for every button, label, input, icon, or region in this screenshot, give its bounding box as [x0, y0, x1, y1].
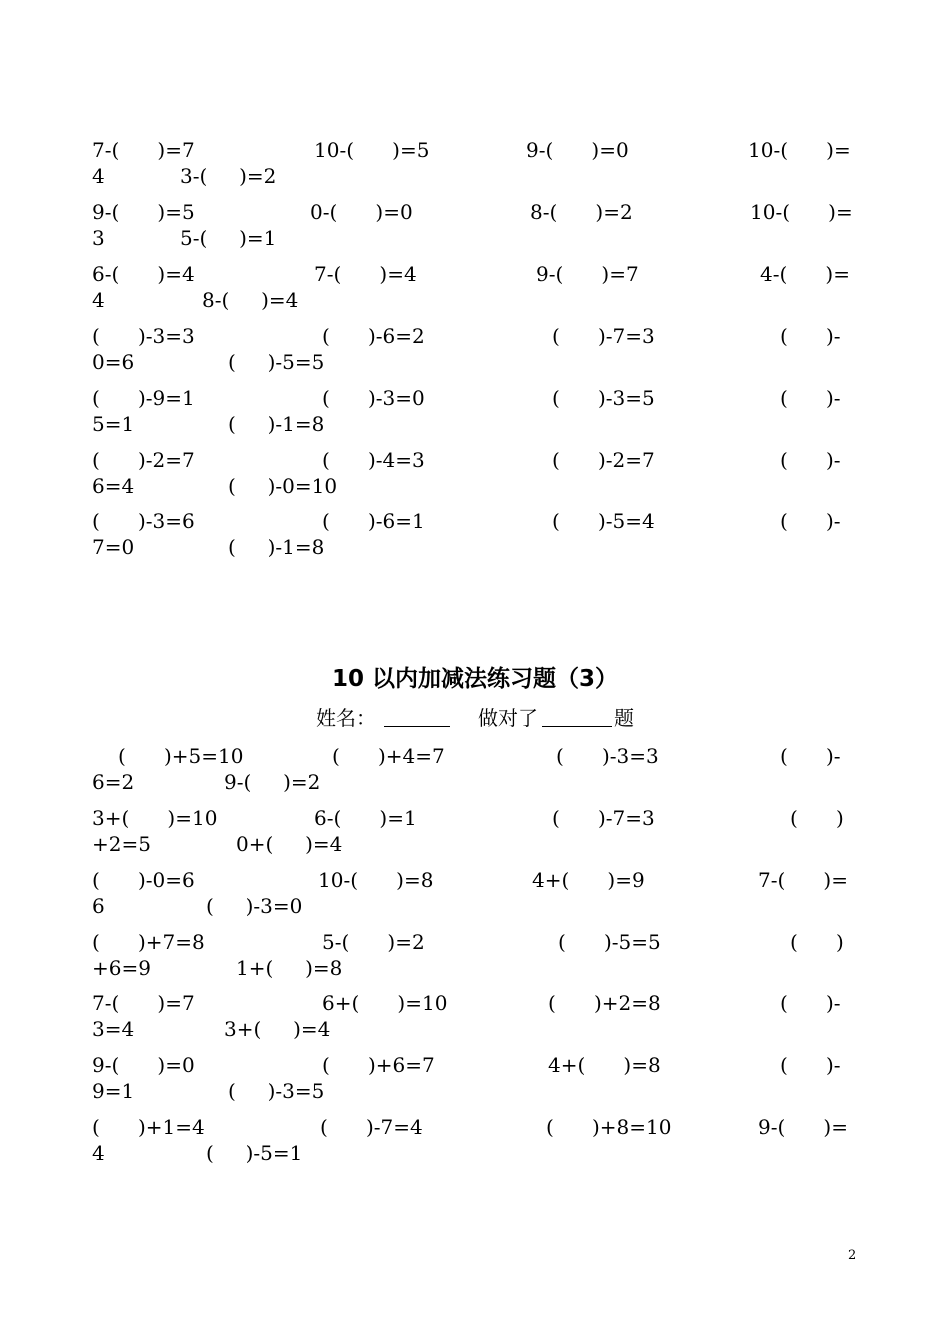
problem-item: 4+( )=8 — [548, 1053, 661, 1077]
problem-item: ( )-7=4 — [320, 1115, 423, 1139]
problem-item: 7-( )= — [758, 868, 848, 892]
problem-item: 8-( )=2 — [530, 200, 633, 224]
problem-item: 5-( )=1 — [180, 226, 277, 250]
problem-item: 9-( )=7 — [536, 262, 639, 286]
name-label: 姓名： — [316, 706, 376, 730]
problem-item: ( ) — [790, 930, 844, 954]
problem-item: ( )+1=4 — [92, 1115, 205, 1139]
problem-item: ( )-3=5 — [228, 1079, 325, 1103]
problem-row — [0, 324, 950, 376]
problem-item: 9-( )=0 — [92, 1053, 195, 1077]
problem-item: ( )-3=6 — [92, 509, 195, 533]
problem-item: 0-( )=0 — [310, 200, 413, 224]
problem-item: ( )-5=1 — [206, 1141, 303, 1165]
problem-item: 3+( )=4 — [224, 1017, 331, 1041]
problem-item: 5-( )=2 — [322, 930, 425, 954]
problem-item: 1+( )=8 — [236, 956, 343, 980]
page-number: 2 — [848, 1248, 857, 1263]
problem-item: 9-( )=5 — [92, 200, 195, 224]
problem-item: ( )+4=7 — [332, 744, 445, 768]
problem-item: 9-( )=0 — [526, 138, 629, 162]
correct-count-blank[interactable] — [542, 704, 612, 732]
problem-item: ( )-5=5 — [558, 930, 661, 954]
problem-row — [0, 806, 950, 858]
problem-item: ( )+6=7 — [322, 1053, 435, 1077]
problem-item: ( )-1=8 — [228, 412, 325, 436]
problem-row — [0, 200, 950, 252]
problem-row — [0, 744, 950, 796]
problem-item: ( )- — [780, 509, 841, 533]
problem-row — [0, 1053, 950, 1105]
problem-item: ( )-3=0 — [206, 894, 303, 918]
problem-item: ( )-3=3 — [92, 324, 195, 348]
problem-item-wrap: 4 — [92, 164, 105, 188]
problem-item: 0+( )=4 — [236, 832, 343, 856]
problem-item-wrap: 3 — [92, 226, 105, 250]
problem-item: ( )-5=4 — [552, 509, 655, 533]
problem-item: 10-( )=5 — [314, 138, 430, 162]
problem-item: 8-( )=4 — [202, 288, 299, 312]
problem-row — [0, 930, 950, 982]
problem-row — [0, 509, 950, 561]
problem-item: ( )-2=7 — [92, 448, 195, 472]
problem-item-wrap: 5=1 — [92, 412, 135, 436]
problem-item: ( )-2=7 — [552, 448, 655, 472]
worksheet-title: 10 以内加减法练习题（3） — [331, 666, 619, 692]
problem-item: ( )+5=10 — [118, 744, 244, 768]
problem-row — [0, 868, 950, 920]
problem-item: 10-( )= — [750, 200, 853, 224]
problem-item-wrap: 3=4 — [92, 1017, 135, 1041]
problem-item: ( )-9=1 — [92, 386, 195, 410]
problem-item: ( )-7=3 — [552, 324, 655, 348]
problem-row — [0, 991, 950, 1043]
correct-label: 做对了 — [478, 706, 538, 730]
problem-item-wrap: 6=2 — [92, 770, 135, 794]
problem-item: ( )-5=5 — [228, 350, 325, 374]
problem-item: 6-( )=4 — [92, 262, 195, 286]
problem-item: 10-( )=8 — [318, 868, 434, 892]
problem-row — [0, 1115, 950, 1167]
problem-item: ( )-0=10 — [228, 474, 338, 498]
problem-row — [0, 448, 950, 500]
problem-item-wrap: 9=1 — [92, 1079, 135, 1103]
problem-item-wrap: +2=5 — [92, 832, 151, 856]
problem-row — [0, 386, 950, 438]
problem-item: 6+( )=10 — [322, 991, 448, 1015]
problem-item: ( )+2=8 — [548, 991, 661, 1015]
problem-item: 10-( )= — [748, 138, 851, 162]
problem-item: ( )-0=6 — [92, 868, 195, 892]
problem-item: ( )-6=2 — [322, 324, 425, 348]
problem-item: ( )-4=3 — [322, 448, 425, 472]
problem-item: 9-( )= — [758, 1115, 848, 1139]
problem-item: ( )- — [780, 324, 841, 348]
problem-item: 4-( )= — [760, 262, 850, 286]
problem-item: ( )- — [780, 386, 841, 410]
correct-suffix: 题 — [614, 706, 634, 730]
problem-item: ( )- — [780, 448, 841, 472]
problem-item-wrap: 7=0 — [92, 535, 135, 559]
problem-item: ( )- — [780, 991, 841, 1015]
problem-item-wrap: 6 — [92, 894, 105, 918]
problem-item: 4+( )=9 — [532, 868, 645, 892]
problem-item-wrap: +6=9 — [92, 956, 151, 980]
problem-item: ( )-3=0 — [322, 386, 425, 410]
problem-item: ( )-1=8 — [228, 535, 325, 559]
problem-item-wrap: 4 — [92, 288, 105, 312]
problem-item: ( )+7=8 — [92, 930, 205, 954]
problem-row — [0, 262, 950, 314]
problem-item: ( )-7=3 — [552, 806, 655, 830]
problem-item: ( )- — [780, 1053, 841, 1077]
problem-item: ( )-6=1 — [322, 509, 425, 533]
problem-item-wrap: 0=6 — [92, 350, 135, 374]
problem-item: 3-( )=2 — [180, 164, 277, 188]
problem-item: 7-( )=7 — [92, 138, 195, 162]
problem-item: 7-( )=4 — [314, 262, 417, 286]
problem-item: ( ) — [790, 806, 844, 830]
problem-item: 3+( )=10 — [92, 806, 218, 830]
problem-item: ( )- — [780, 744, 841, 768]
problem-item: ( )+8=10 — [546, 1115, 672, 1139]
problem-item: 7-( )=7 — [92, 991, 195, 1015]
problem-item-wrap: 6=4 — [92, 474, 135, 498]
name-blank[interactable] — [384, 704, 450, 732]
problem-item-wrap: 4 — [92, 1141, 105, 1165]
problem-item: 9-( )=2 — [224, 770, 321, 794]
problem-item: 6-( )=1 — [314, 806, 417, 830]
problem-item: ( )-3=5 — [552, 386, 655, 410]
problem-item: ( )-3=3 — [556, 744, 659, 768]
problem-row — [0, 138, 950, 190]
